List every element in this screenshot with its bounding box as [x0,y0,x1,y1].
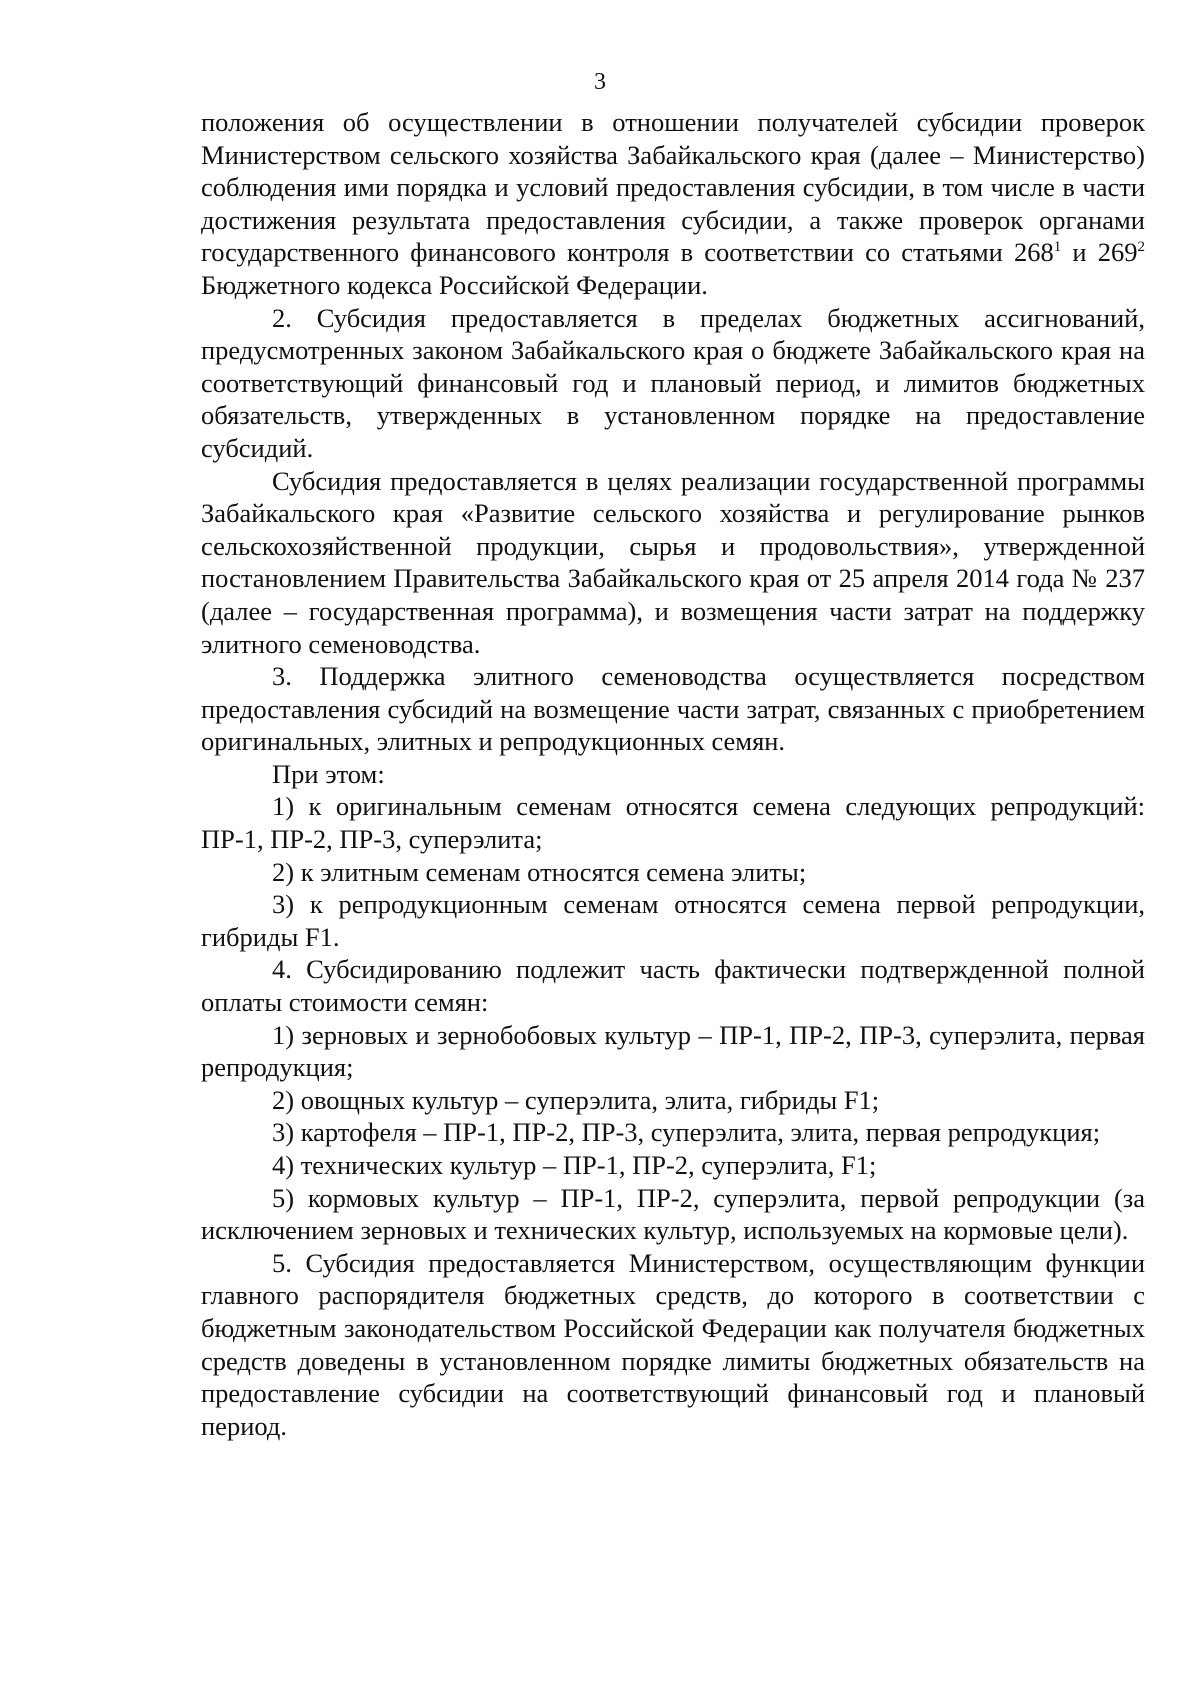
paragraph-text: 3) к репродукционным семенам относятся семена первой репродукции, гибриды F1. [201,889,1145,952]
paragraph-text: 5. Субсидия предоставляется Министерством, осуществляющим функции главного распорядителя бюджетных средств, до которого в соответствии с бюджетным законодательством Российской Федерации как получателя бюджетных средств доведены в установленном порядке лимиты бюджетных обязательств на предоставление субсидии на соответствующий финансовый год и плановый период. [201,1247,1145,1441]
page-number: 3 [594,69,606,95]
paragraph [201,953,1145,1018]
paragraph-text: 2. Субсидия предоставляется в пределах бюджетных ассигнований, предусмотренных законом Забайкальского края о бюджете Забайкальского края на соответствующий финансовый год и плановый период, и лимитов бюджетных обязательств, утвержденных в установленном порядке на предоставление субсидий. [201,302,1145,463]
paragraph-text: 4. Субсидированию подлежит часть фактически подтвержденной полной оплаты стоимости семян: [201,954,1145,1018]
paragraph [201,1182,1145,1247]
paragraph-text: 4) технических культур – ПР-1, ПР-2, суперэлита, F1; [272,1150,877,1180]
paragraph [201,888,1145,953]
paragraph-text: 1) зерновых и зернобобовых культур – ПР-1, ПР-2, ПР-3, суперэлита, первая репродукция; [201,1019,1145,1083]
paragraph-text: Субсидия предоставляется в целях реализации государственной программы Забайкальского края «Развитие сельского хозяйства и регулирование рынков сельскохозяйственной продукции, сырья и продовольствия», утвержденной постановлением Правительства Забайкальского края от 25 апреля 2014 года № 237 (далее – государственная программа), и возмещения части затрат на поддержку элитного семеноводства. [201,465,1145,659]
paragraph-text: 1) к оригинальным семенам относятся семена следующих репродукций: ПР-1, ПР-2, ПР-3, суперэлита; [201,791,1145,855]
paragraph [201,1116,1145,1149]
paragraph [201,106,1145,302]
paragraph [201,660,1145,758]
paragraph [201,856,1145,889]
paragraph [201,1019,1145,1084]
paragraph [201,302,1145,465]
paragraph [201,1084,1145,1117]
paragraph-text: 5) кормовых культур – ПР-1, ПР-2, суперэлита, первой репродукции (за исключением зерновых и технических культур, используемых на кормовые цели). [201,1182,1145,1246]
paragraph [201,758,1145,791]
document-body [201,106,1145,1442]
paragraph-text: 2) овощных культур – суперэлита, элита, гибриды F1; [272,1084,880,1115]
paragraph [201,790,1145,855]
paragraph-text: 3. Поддержка элитного семеноводства осуществляется посредством предоставления субсидий на возмещение части затрат, связанных с приобретением оригинальных, элитных и репродукционных семян. [201,661,1145,757]
paragraph-text: положения об осуществлении в отношении получателей субсидии проверок Министерством сельского хозяйства Забайкальского края (далее – Министерство) соблюдения ими порядка и условий предоставления субсидии, в том числе в части достижения результата предоставления субсидии, а также проверок органами государственного финансового контроля в соответствии со статьями 268 [201,107,1145,268]
paragraph [201,465,1145,661]
paragraph-text: При этом: [272,758,385,789]
paragraph [201,1247,1145,1443]
paragraph-text: 3) картофеля – ПР-1, ПР-2, ПР-3, суперэлита, элита, первая репродукция; [272,1117,1101,1148]
superscript: 1 [1053,239,1062,256]
paragraph-text: 2) к элитным семенам относятся семена элиты; [272,856,807,887]
superscript: 2 [1137,239,1145,256]
paragraph-text: Бюджетного кодекса Российской Федерации. [201,269,708,300]
paragraph [201,1149,1145,1182]
paragraph-text: и 269 [1061,237,1138,268]
